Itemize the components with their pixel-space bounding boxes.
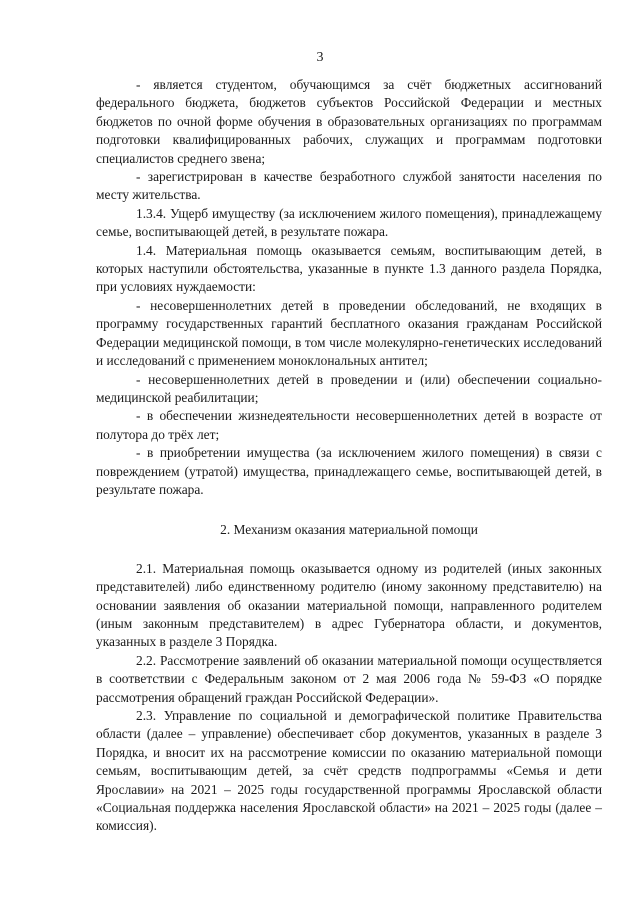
paragraph: - в обеспечении жизнедеятельности несовершеннолетних детей в возрасте от полутора до трёх лет; (96, 408, 602, 442)
paragraph: - несовершеннолетних детей в проведении и (или) обеспечении социально-медицинской реабилитации; (96, 371, 602, 405)
paragraph: 2.1. Материальная помощь оказывается одному из родителей (иных законных представителей) либо единственному родителю (иному законному представителю) на основании заявления об оказании материальной помощи, направленного родителем (иным законным представителем) в адрес Губернатора области, и документов, указанных в разделе 3 Порядка. (96, 560, 602, 650)
paragraph: - несовершеннолетних детей в проведении обследований, не входящих в программу государственных гарантий бесплатного оказания гражданам Российской Федерации медицинской помощи, в том числе молекулярно-генетических исследований и исследований с применением моноклональных антител; (96, 297, 602, 369)
paragraph: 2.2. Рассмотрение заявлений об оказании материальной помощи осуществляется в соответствии с Федеральным законом от 2 мая 2006 года № 59-ФЗ «О порядке рассмотрения обращений граждан Российской Федерации». (96, 652, 602, 705)
paragraph: - является студентом, обучающимся за счёт бюджетных ассигнований федерального бюджета, бюджетов субъектов Российской Федерации и местных бюджетов по очной форме обучения в образовательных организациях по программам подготовки квалифицированных рабочих, служащих и программам подготовки специалистов среднего звена; (96, 77, 602, 166)
paragraph: - зарегистрирован в качестве безработного службой занятости населения по месту жительства. (96, 169, 602, 203)
paragraph: 2.3. Управление по социальной и демографической политике Правительства области (далее – управление) обеспечивает сбор документов, указанных в разделе 3 Порядка, и вносит их на рассмотрение комиссии по оказанию материальной помощи семьям, воспитывающим детей, за счёт средств подпрограммы «Семья и дети Ярославии» на 2021 – 2025 годы государственной программы Ярославской области «Социальная поддержка населения Ярославской области» на 2021 – 2025 годы (далее – комиссия). (96, 708, 602, 834)
section-heading: 2. Механизм оказания материальной помощи (220, 522, 478, 538)
page-number: 3 (316, 50, 324, 65)
document-body (96, 76, 602, 836)
paragraph: 1.4. Материальная помощь оказывается семьям, воспитывающим детей, в которых наступили обстоятельства, указанные в пункте 1.3 данного раздела Порядка, при условиях нуждаемости: (96, 242, 602, 295)
paragraph: - в приобретении имущества (за исключением жилого помещения) в связи с повреждением (утратой) имущества, принадлежащего семье, воспитывающей детей, в результате пожара. (96, 445, 602, 497)
paragraph: 1.3.4. Ущерб имуществу (за исключением жилого помещения), принадлежащему семье, воспитывающей детей, в результате пожара. (96, 205, 602, 240)
